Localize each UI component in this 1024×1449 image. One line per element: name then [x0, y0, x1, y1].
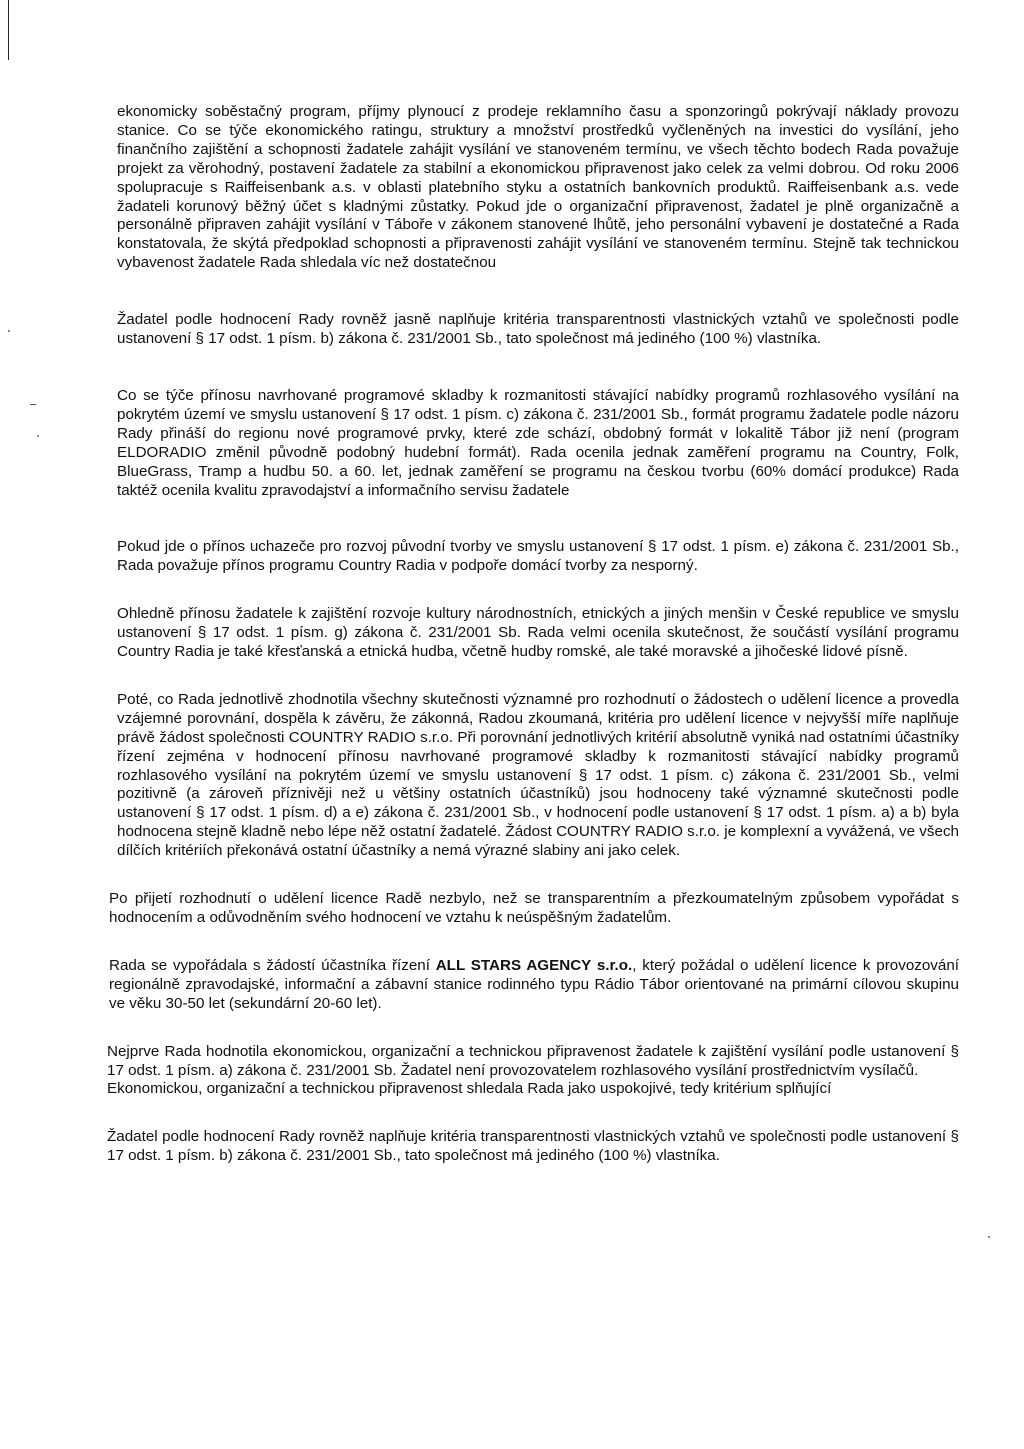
paragraph-ownership-transparency: Žadatel podle hodnocení Rady rovněž jasně naplňuje kritéria transparentnosti vlastnických vztahů ve společnosti podle ustanovení § 17 odst. 1 písm. b) zákona č. 231/2001 Sb., tato společnost má jediného (100 %) vlastníka.: [117, 311, 959, 348]
applicant-name: ALL STARS AGENCY s.r.o.: [435, 956, 633, 974]
paragraph-final-comparison: Poté, co Rada jednotlivě zhodnotila všechny skutečnosti významné pro rozhodnutí o žádostech o udělení licence a provedla vzájemné porovnání, dospěla k závěru, že zákonná, Radou zkoumaná, kritéria pro udělení licence v nejvyšší míře naplňuje právě žádost společnosti COUNTRY RADIO s.r.o. Při porovnání jednotlivých kritérií absolutně vyniká nad ostatními účastníky řízení zejména v hodnocení přínosu navrhované programové skladby k rozmanitosti stávající nabídky programů rozhlasového vysílání na pokrytém území ve smyslu ustanovení § 17 odst. 1 písm. c) zákona č. 231/2001 Sb., velmi pozitivně (a zároveň příznivěji než u většiny ostatních účastníků) jsou hodnoceny také významné skutečnosti podle ustanovení § 17 odst. 1 písm. d) a e) zákona č. 231/2001 Sb., v hodnocení podle ustanovení § 17 odst. 1 písm. a) a b) byla hodnocena stejně kladně nebo lépe něž ostatní žadatelé. Žádost COUNTRY RADIO s.r.o. je komplexní a vyvážená, ve všech dílčích kritériích překonává ostatní účastníky a nemá výrazné slabiny ani jako celek.: [117, 690, 959, 860]
paragraph-minority-culture: Ohledně přínosu žadatele k zajištění rozvoje kultury národnostních, etnických a jiných menšin v České republice ve smyslu ustanovení § 17 odst. 1 písm. g) zákona č. 231/2001 Sb. Rada velmi ocenila skutečnost, že součástí vysílání programu Country Radia je také křesťanská a etnická hudba, včetně hudby romské, ale také moravské a jihočeské lidové písně.: [117, 605, 959, 661]
scan-edge-line: [8, 0, 9, 60]
paragraph-unsuccessful-applicants: Po přijetí rozhodnutí o udělení licence Radě nezbylo, než se transparentním a přezkoumatelným způsobem vypořádat s hodnocením a odůvodněním svého hodnocení ve vztahu k neúspěšným žadatelům.: [109, 890, 959, 926]
paragraph-all-stars-agency: [109, 957, 959, 1014]
paragraph-original-production: Pokud jde o přínos uchazeče pro rozvoj původní tvorby ve smyslu ustanovení § 17 odst. 1 písm. e) zákona č. 231/2001 Sb., Rada považuje přínos programu Country Radia v podpoře domácí tvorby za nesporný.: [117, 538, 959, 575]
paragraph-first-evaluation: Nejprve Rada hodnotila ekonomickou, organizační a technickou připravenost žadatele k zajištění vysílání podle ustanovení § 17 odst. 1 písm. a) zákona č. 231/2001 Sb. Žadatel není provozovatelem rozhlasového vysílání prostřednictvím vysílačů.: [107, 1042, 959, 1079]
scan-artifact-dot: [988, 1236, 990, 1238]
paragraph-ownership-second: Žadatel podle hodnocení Rady rovněž naplňuje kritéria transparentnosti vlastnických vztahů ve společnosti podle ustanovení § 17 odst. 1 písm. b) zákona č. 231/2001 Sb., tato společnost má jediného (100 %) vlastníka.: [107, 1128, 959, 1165]
paragraph-readiness-satisfactory: Ekonomickou, organizační a technickou připravenost shledala Rada jako uspokojivé, tedy kritérium splňující: [107, 1080, 832, 1098]
scan-artifact-mark: [30, 404, 36, 405]
paragraph-text: , který požádal o udělení licence k provozování regionálně zpravodajské, informační a zábavní stanice rodinného typu Rádio Tábor orientované na primární cílovou skupinu ve věku 30-50 let (sekundární 20-60 let).: [109, 956, 960, 1012]
paragraph-text: Rada se vypořádala s žádostí účastníka řízení: [109, 956, 436, 974]
scan-artifact-dot: [8, 330, 10, 332]
scan-artifact-dot: [37, 435, 39, 437]
document-body: [107, 103, 960, 1166]
paragraph-program-diversity: Co se týče přínosu navrhované programové skladby k rozmanitosti stávající nabídky programů rozhlasového vysílání na pokrytém území ve smyslu ustanovení § 17 odst. 1 písm. c) zákona č. 231/2001 Sb., formát programu žadatele podle názoru Rady přináší do regionu nové programové prvky, které zde schází, obdobný formát v lokalitě Tábor již není (program ELDORADIO změnil původně podobný hudební formát). Rada ocenila jednak zaměření programu na Country, Folk, BlueGrass, Tramp a hudbu 50. a 60. let, jednak zaměření se programu na českou tvorbu (60% domácí produkce) Rada taktéž ocenila kvalitu zpravodajství a informačního servisu žadatele: [117, 386, 959, 499]
paragraph-economic-readiness: ekonomicky soběstačný program, příjmy plynoucí z prodeje reklamního času a sponzoringů pokrývají náklady provozu stanice. Co se týče ekonomického ratingu, struktury a množství prostředků vyčleněných na investici do vysílání, jeho finančního zajištění a schopnosti žadatele zahájit vysílání ve stanoveném termínu, ve všech těchto bodech Rada považuje projekt za věrohodný, postavení žadatele za stabilní a ekonomickou připravenost jako celek za velmi dobrou. Od roku 2006 spolupracuje s Raiffeisenbank a.s. v oblasti platebního styku a ostatních bankovních produktů. Raiffeisenbank a.s. vede žadateli korunový běžný účet s kladnými zůstatky. Pokud jde o organizační připravenost, žadatel je plně organizačně a personálně připraven zahájit vysílání v Táboře v zákonem stanovené lhůtě, jeho personální vybavení je dostatečné a Rada konstatovala, že skýtá předpoklad schopnosti a připravenosti zahájit vysílání ve stanoveném termínu. Stejně tak technickou vybavenost žadatele Rada shledala víc než dostatečnou: [117, 103, 959, 272]
